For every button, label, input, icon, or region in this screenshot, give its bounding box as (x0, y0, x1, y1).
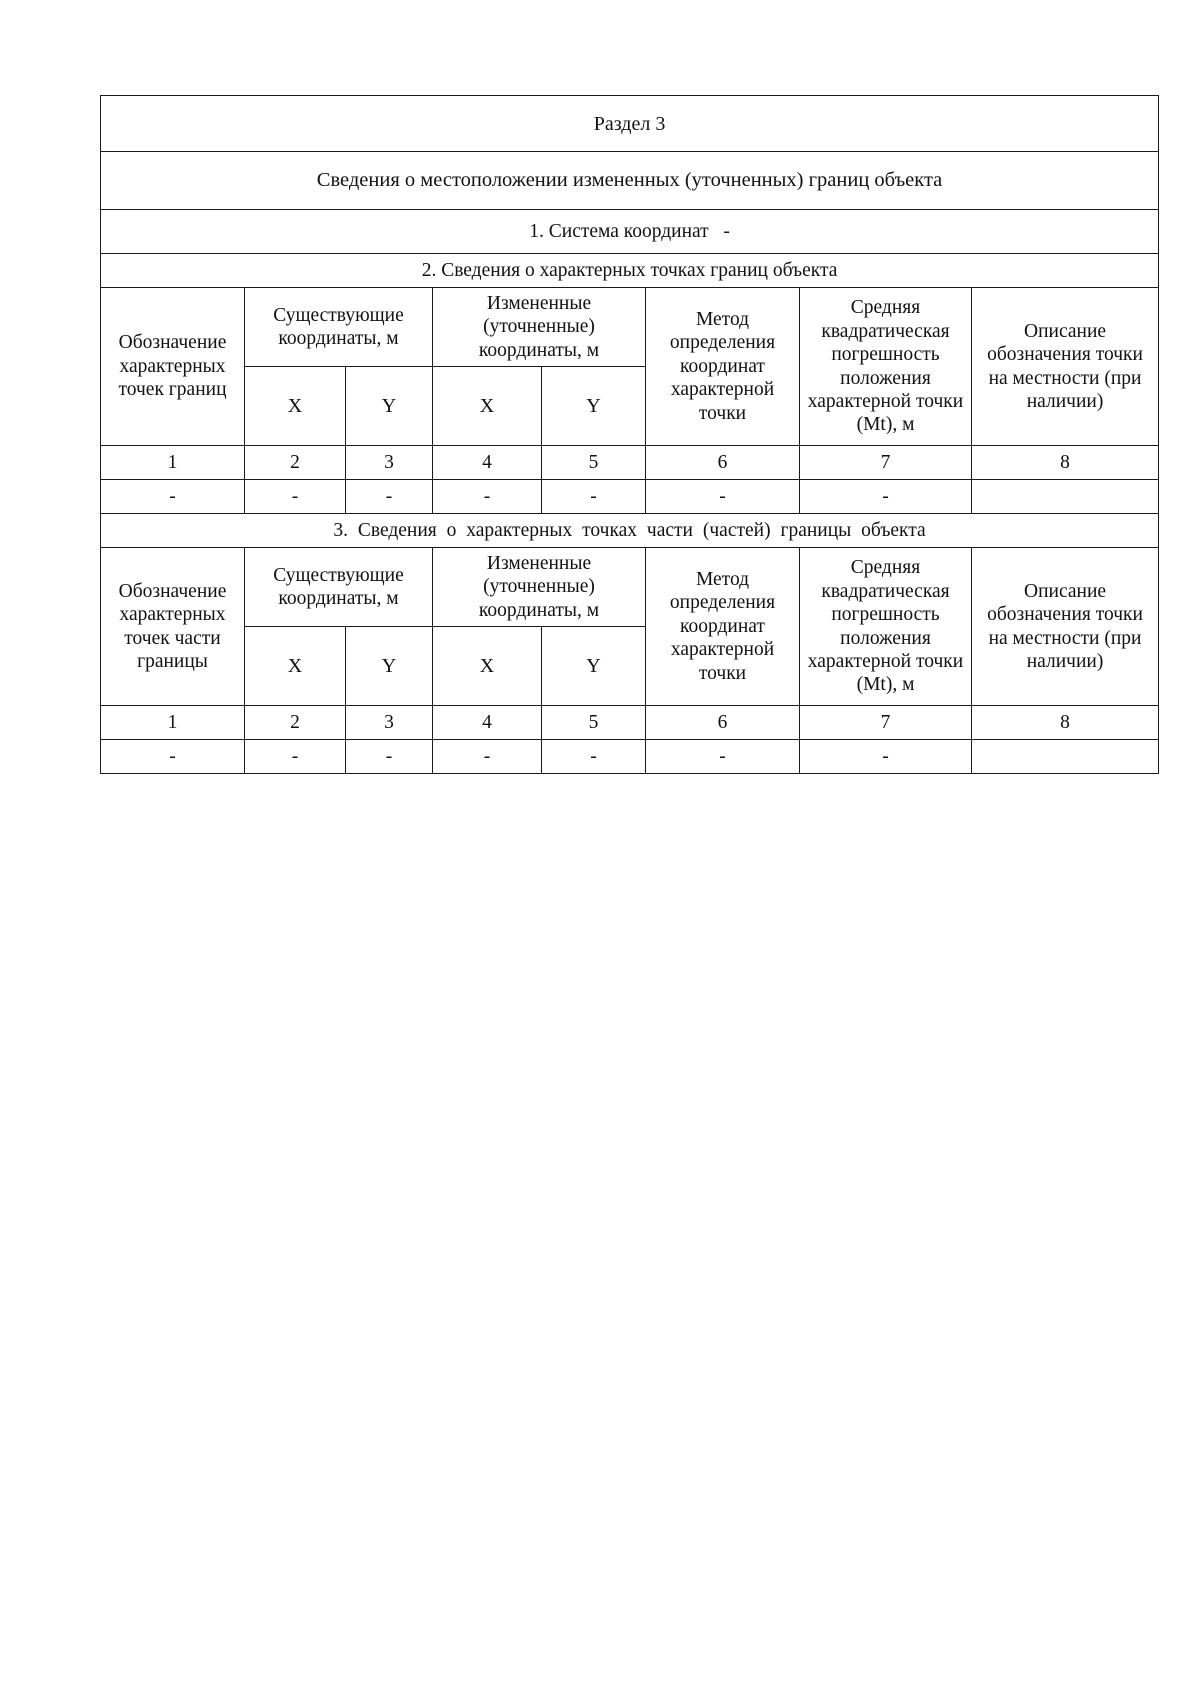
table1-header-designation: Обозначение характерных точек границ (101, 288, 245, 446)
table1-header-description: Описание обозначения точки на местности (при наличии) (972, 288, 1159, 446)
table2-header-existing-y: Y (346, 627, 433, 706)
table1-header-changed-x: X (433, 367, 542, 446)
table2-cell: - (800, 740, 972, 774)
table2-cell: - (542, 740, 646, 774)
table1-row (101, 480, 1159, 514)
table1-cell: - (101, 480, 245, 514)
section-title: Раздел 3 (101, 96, 1159, 152)
table2-col-number: 1 (101, 706, 245, 740)
table1-column-numbers (101, 446, 1159, 480)
table1-header-existing-x: X (245, 367, 346, 446)
table2-col-number: 2 (245, 706, 346, 740)
table2-caption: 3. Сведения о характерных точках части (частей) границы объекта (101, 514, 1159, 548)
table1-header-changed: Измененные (уточненные) координаты, м (433, 288, 646, 367)
table2-col-number: 5 (542, 706, 646, 740)
table2-header-description: Описание обозначения точки на местности (при наличии) (972, 548, 1159, 706)
table1-cell: - (433, 480, 542, 514)
table1-col-number: 5 (542, 446, 646, 480)
table1-cell: - (800, 480, 972, 514)
table1-header-existing: Существующие координаты, м (245, 288, 433, 367)
table2-cell: - (245, 740, 346, 774)
table1-header-existing-y: Y (346, 367, 433, 446)
table1-cell: - (245, 480, 346, 514)
table1-col-number: 1 (101, 446, 245, 480)
table2-column-numbers (101, 706, 1159, 740)
table1-cell: - (346, 480, 433, 514)
section-3-table (100, 95, 1159, 774)
table2-row (101, 740, 1159, 774)
table1-header-method: Метод определения координат характерной точки (646, 288, 800, 446)
table2-header-designation: Обозначение характерных точек части границы (101, 548, 245, 706)
table1-col-number: 4 (433, 446, 542, 480)
table2-header-error: Средняя квадратическая погрешность положения характерной точки (Mt), м (800, 548, 972, 706)
table1-header-error: Средняя квадратическая погрешность положения характерной точки (Mt), м (800, 288, 972, 446)
table2-col-number: 7 (800, 706, 972, 740)
table2-col-number: 6 (646, 706, 800, 740)
table1-col-number: 3 (346, 446, 433, 480)
document-sheet (100, 95, 1158, 774)
table1-header-changed-y: Y (542, 367, 646, 446)
table1-cell (972, 480, 1159, 514)
table1-col-number: 8 (972, 446, 1159, 480)
coordinate-system-label: 1. Система координат (529, 220, 709, 242)
table2-cell: - (646, 740, 800, 774)
section-subtitle: Сведения о местоположении измененных (уточненных) границ объекта (101, 152, 1159, 210)
table2-header-method: Метод определения координат характерной точки (646, 548, 800, 706)
table2-col-number: 3 (346, 706, 433, 740)
table2-header-existing: Существующие координаты, м (245, 548, 433, 627)
table2-header-changed-y: Y (542, 627, 646, 706)
table2-col-number: 4 (433, 706, 542, 740)
table2-cell: - (433, 740, 542, 774)
table2-header-changed-x: X (433, 627, 542, 706)
table1-cell: - (646, 480, 800, 514)
table2-header-existing-x: X (245, 627, 346, 706)
coordinate-system-value: - (723, 220, 730, 242)
table2-header-changed: Измененные (уточненные) координаты, м (433, 548, 646, 627)
table1-col-number: 2 (245, 446, 346, 480)
table2-col-number: 8 (972, 706, 1159, 740)
table1-caption: 2. Сведения о характерных точках границ объекта (101, 254, 1159, 288)
table1-col-number: 7 (800, 446, 972, 480)
table2-cell: - (346, 740, 433, 774)
table2-cell: - (101, 740, 245, 774)
table2-cell (972, 740, 1159, 774)
table1-cell: - (542, 480, 646, 514)
table1-col-number: 6 (646, 446, 800, 480)
coordinate-system-row (101, 210, 1159, 254)
